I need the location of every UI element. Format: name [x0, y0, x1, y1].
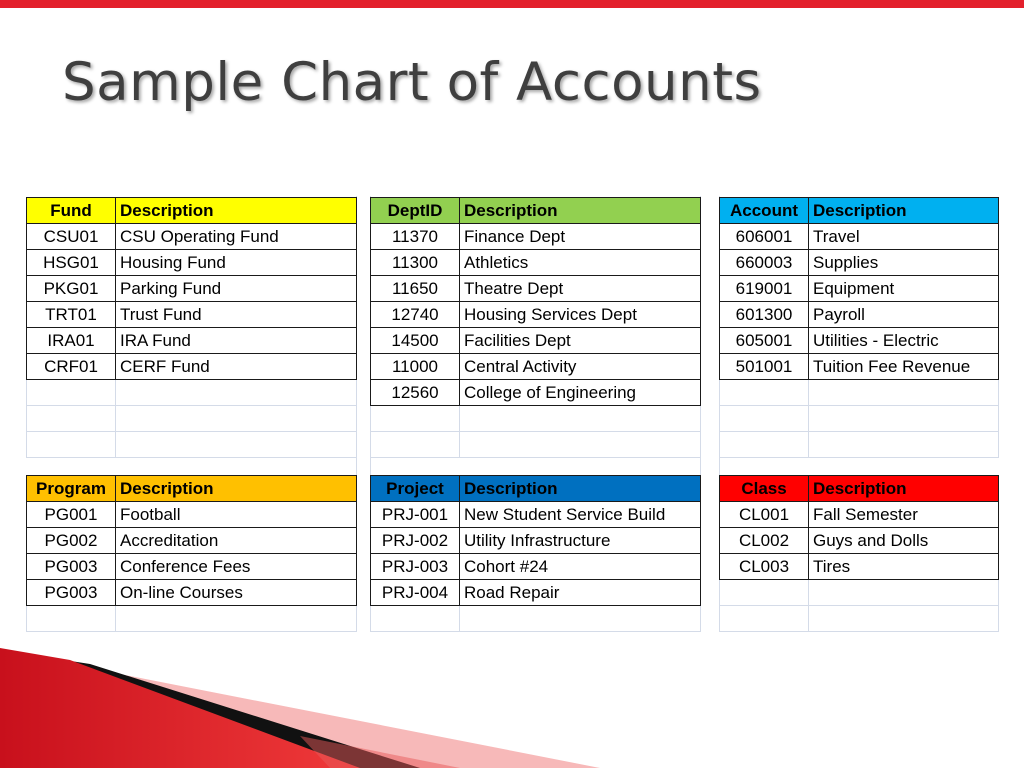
description-cell: Utility Infrastructure [460, 528, 701, 554]
code-cell: 12740 [371, 302, 460, 328]
table-row [27, 354, 357, 380]
empty-cell [720, 580, 809, 606]
table-row [720, 224, 999, 250]
empty-grid-row [27, 406, 357, 432]
empty-cell [371, 432, 460, 458]
code-cell: HSG01 [27, 250, 116, 276]
table-header-row [27, 198, 357, 224]
class-table [719, 475, 999, 632]
table-header-row [720, 476, 999, 502]
code-cell: CL003 [720, 554, 809, 580]
table-header-row [371, 476, 701, 502]
code-cell: PG001 [27, 502, 116, 528]
description-cell: CSU Operating Fund [116, 224, 357, 250]
table-row [720, 302, 999, 328]
code-cell: 601300 [720, 302, 809, 328]
dept-table [370, 197, 701, 458]
description-cell: Utilities - Electric [809, 328, 999, 354]
code-cell: PRJ-004 [371, 580, 460, 606]
code-cell: PKG01 [27, 276, 116, 302]
table-row [720, 502, 999, 528]
empty-cell [116, 380, 357, 406]
table-row [720, 528, 999, 554]
empty-cell [27, 380, 116, 406]
empty-grid-row [371, 406, 701, 432]
description-column-header: Description [116, 476, 357, 502]
empty-grid-row [27, 432, 357, 458]
description-cell: Equipment [809, 276, 999, 302]
description-cell: Finance Dept [460, 224, 701, 250]
code-cell: 11000 [371, 354, 460, 380]
table-row [27, 328, 357, 354]
code-cell: 619001 [720, 276, 809, 302]
table-row [27, 276, 357, 302]
empty-cell [460, 406, 701, 432]
top-accent-bar [0, 0, 1024, 8]
code-cell: PG003 [27, 554, 116, 580]
code-cell: PRJ-001 [371, 502, 460, 528]
code-cell: TRT01 [27, 302, 116, 328]
description-cell: Tuition Fee Revenue [809, 354, 999, 380]
table-row [720, 250, 999, 276]
description-cell: Conference Fees [116, 554, 357, 580]
gridline-gap-left [356, 196, 371, 614]
table-header-row [720, 198, 999, 224]
empty-cell [27, 406, 116, 432]
code-cell: 14500 [371, 328, 460, 354]
table-row [27, 250, 357, 276]
empty-cell [460, 606, 701, 632]
table-row [371, 380, 701, 406]
description-cell: Payroll [809, 302, 999, 328]
code-column-header: DeptID [371, 198, 460, 224]
empty-grid-row [27, 380, 357, 406]
table-row [371, 302, 701, 328]
empty-grid-row [371, 432, 701, 458]
empty-cell [809, 380, 999, 406]
table-row [27, 302, 357, 328]
code-cell: CRF01 [27, 354, 116, 380]
description-column-header: Description [460, 476, 701, 502]
empty-cell [116, 432, 357, 458]
code-cell: PRJ-002 [371, 528, 460, 554]
code-cell: 11370 [371, 224, 460, 250]
table-row [27, 224, 357, 250]
table-row [27, 502, 357, 528]
code-cell: CSU01 [27, 224, 116, 250]
description-cell: Cohort #24 [460, 554, 701, 580]
empty-cell [116, 606, 357, 632]
description-cell: Theatre Dept [460, 276, 701, 302]
description-cell: Tires [809, 554, 999, 580]
code-cell: CL001 [720, 502, 809, 528]
empty-cell [116, 406, 357, 432]
slide-title: Sample Chart of Accounts [62, 52, 762, 113]
empty-grid-row [720, 432, 999, 458]
decorative-swoosh [0, 640, 1024, 768]
table-row [371, 224, 701, 250]
table-row [27, 528, 357, 554]
table-header-row [371, 198, 701, 224]
program-table [26, 475, 357, 632]
empty-cell [720, 432, 809, 458]
empty-grid-row [371, 606, 701, 632]
description-cell: Guys and Dolls [809, 528, 999, 554]
description-column-header: Description [116, 198, 357, 224]
table-row [27, 580, 357, 606]
description-cell: College of Engineering [460, 380, 701, 406]
description-cell: Supplies [809, 250, 999, 276]
code-column-header: Program [27, 476, 116, 502]
code-cell: CL002 [720, 528, 809, 554]
empty-cell [460, 432, 701, 458]
table-row [720, 276, 999, 302]
empty-cell [27, 606, 116, 632]
code-cell: 11300 [371, 250, 460, 276]
table-row [371, 528, 701, 554]
description-cell: Central Activity [460, 354, 701, 380]
description-cell: CERF Fund [116, 354, 357, 380]
description-cell: Travel [809, 224, 999, 250]
description-cell: Housing Services Dept [460, 302, 701, 328]
account-table [719, 197, 999, 458]
empty-cell [720, 606, 809, 632]
gridline-gap-right [700, 196, 720, 614]
empty-cell [720, 406, 809, 432]
code-cell: PG003 [27, 580, 116, 606]
table-header-row [27, 476, 357, 502]
code-cell: IRA01 [27, 328, 116, 354]
code-cell: 501001 [720, 354, 809, 380]
table-row [371, 250, 701, 276]
description-column-header: Description [809, 476, 999, 502]
code-cell: PG002 [27, 528, 116, 554]
empty-cell [809, 606, 999, 632]
empty-cell [809, 580, 999, 606]
description-cell: Accreditation [116, 528, 357, 554]
code-cell: 605001 [720, 328, 809, 354]
empty-cell [371, 406, 460, 432]
description-cell: Parking Fund [116, 276, 357, 302]
description-column-header: Description [460, 198, 701, 224]
table-row [27, 554, 357, 580]
code-column-header: Class [720, 476, 809, 502]
description-cell: IRA Fund [116, 328, 357, 354]
code-cell: 660003 [720, 250, 809, 276]
code-cell: 606001 [720, 224, 809, 250]
table-row [371, 276, 701, 302]
empty-grid-row [720, 406, 999, 432]
code-cell: 12560 [371, 380, 460, 406]
code-cell: 11650 [371, 276, 460, 302]
description-column-header: Description [809, 198, 999, 224]
table-row [371, 328, 701, 354]
table-row [720, 328, 999, 354]
description-cell: New Student Service Build [460, 502, 701, 528]
empty-grid-row [27, 606, 357, 632]
table-row [720, 554, 999, 580]
fund-table [26, 197, 357, 458]
empty-cell [27, 432, 116, 458]
empty-cell [809, 406, 999, 432]
table-row [720, 354, 999, 380]
description-cell: Trust Fund [116, 302, 357, 328]
empty-cell [809, 432, 999, 458]
swoosh-red [0, 648, 360, 768]
description-cell: Fall Semester [809, 502, 999, 528]
table-row [371, 354, 701, 380]
code-cell: PRJ-003 [371, 554, 460, 580]
code-column-header: Project [371, 476, 460, 502]
description-cell: Football [116, 502, 357, 528]
table-row [371, 554, 701, 580]
table-row [371, 580, 701, 606]
description-cell: Facilities Dept [460, 328, 701, 354]
empty-cell [720, 380, 809, 406]
empty-grid-row [720, 580, 999, 606]
description-cell: Road Repair [460, 580, 701, 606]
table-row [371, 502, 701, 528]
empty-grid-row [720, 606, 999, 632]
description-cell: Athletics [460, 250, 701, 276]
description-cell: On-line Courses [116, 580, 357, 606]
code-column-header: Fund [27, 198, 116, 224]
empty-cell [371, 606, 460, 632]
code-column-header: Account [720, 198, 809, 224]
empty-grid-row [720, 380, 999, 406]
description-cell: Housing Fund [116, 250, 357, 276]
project-table [370, 475, 701, 632]
